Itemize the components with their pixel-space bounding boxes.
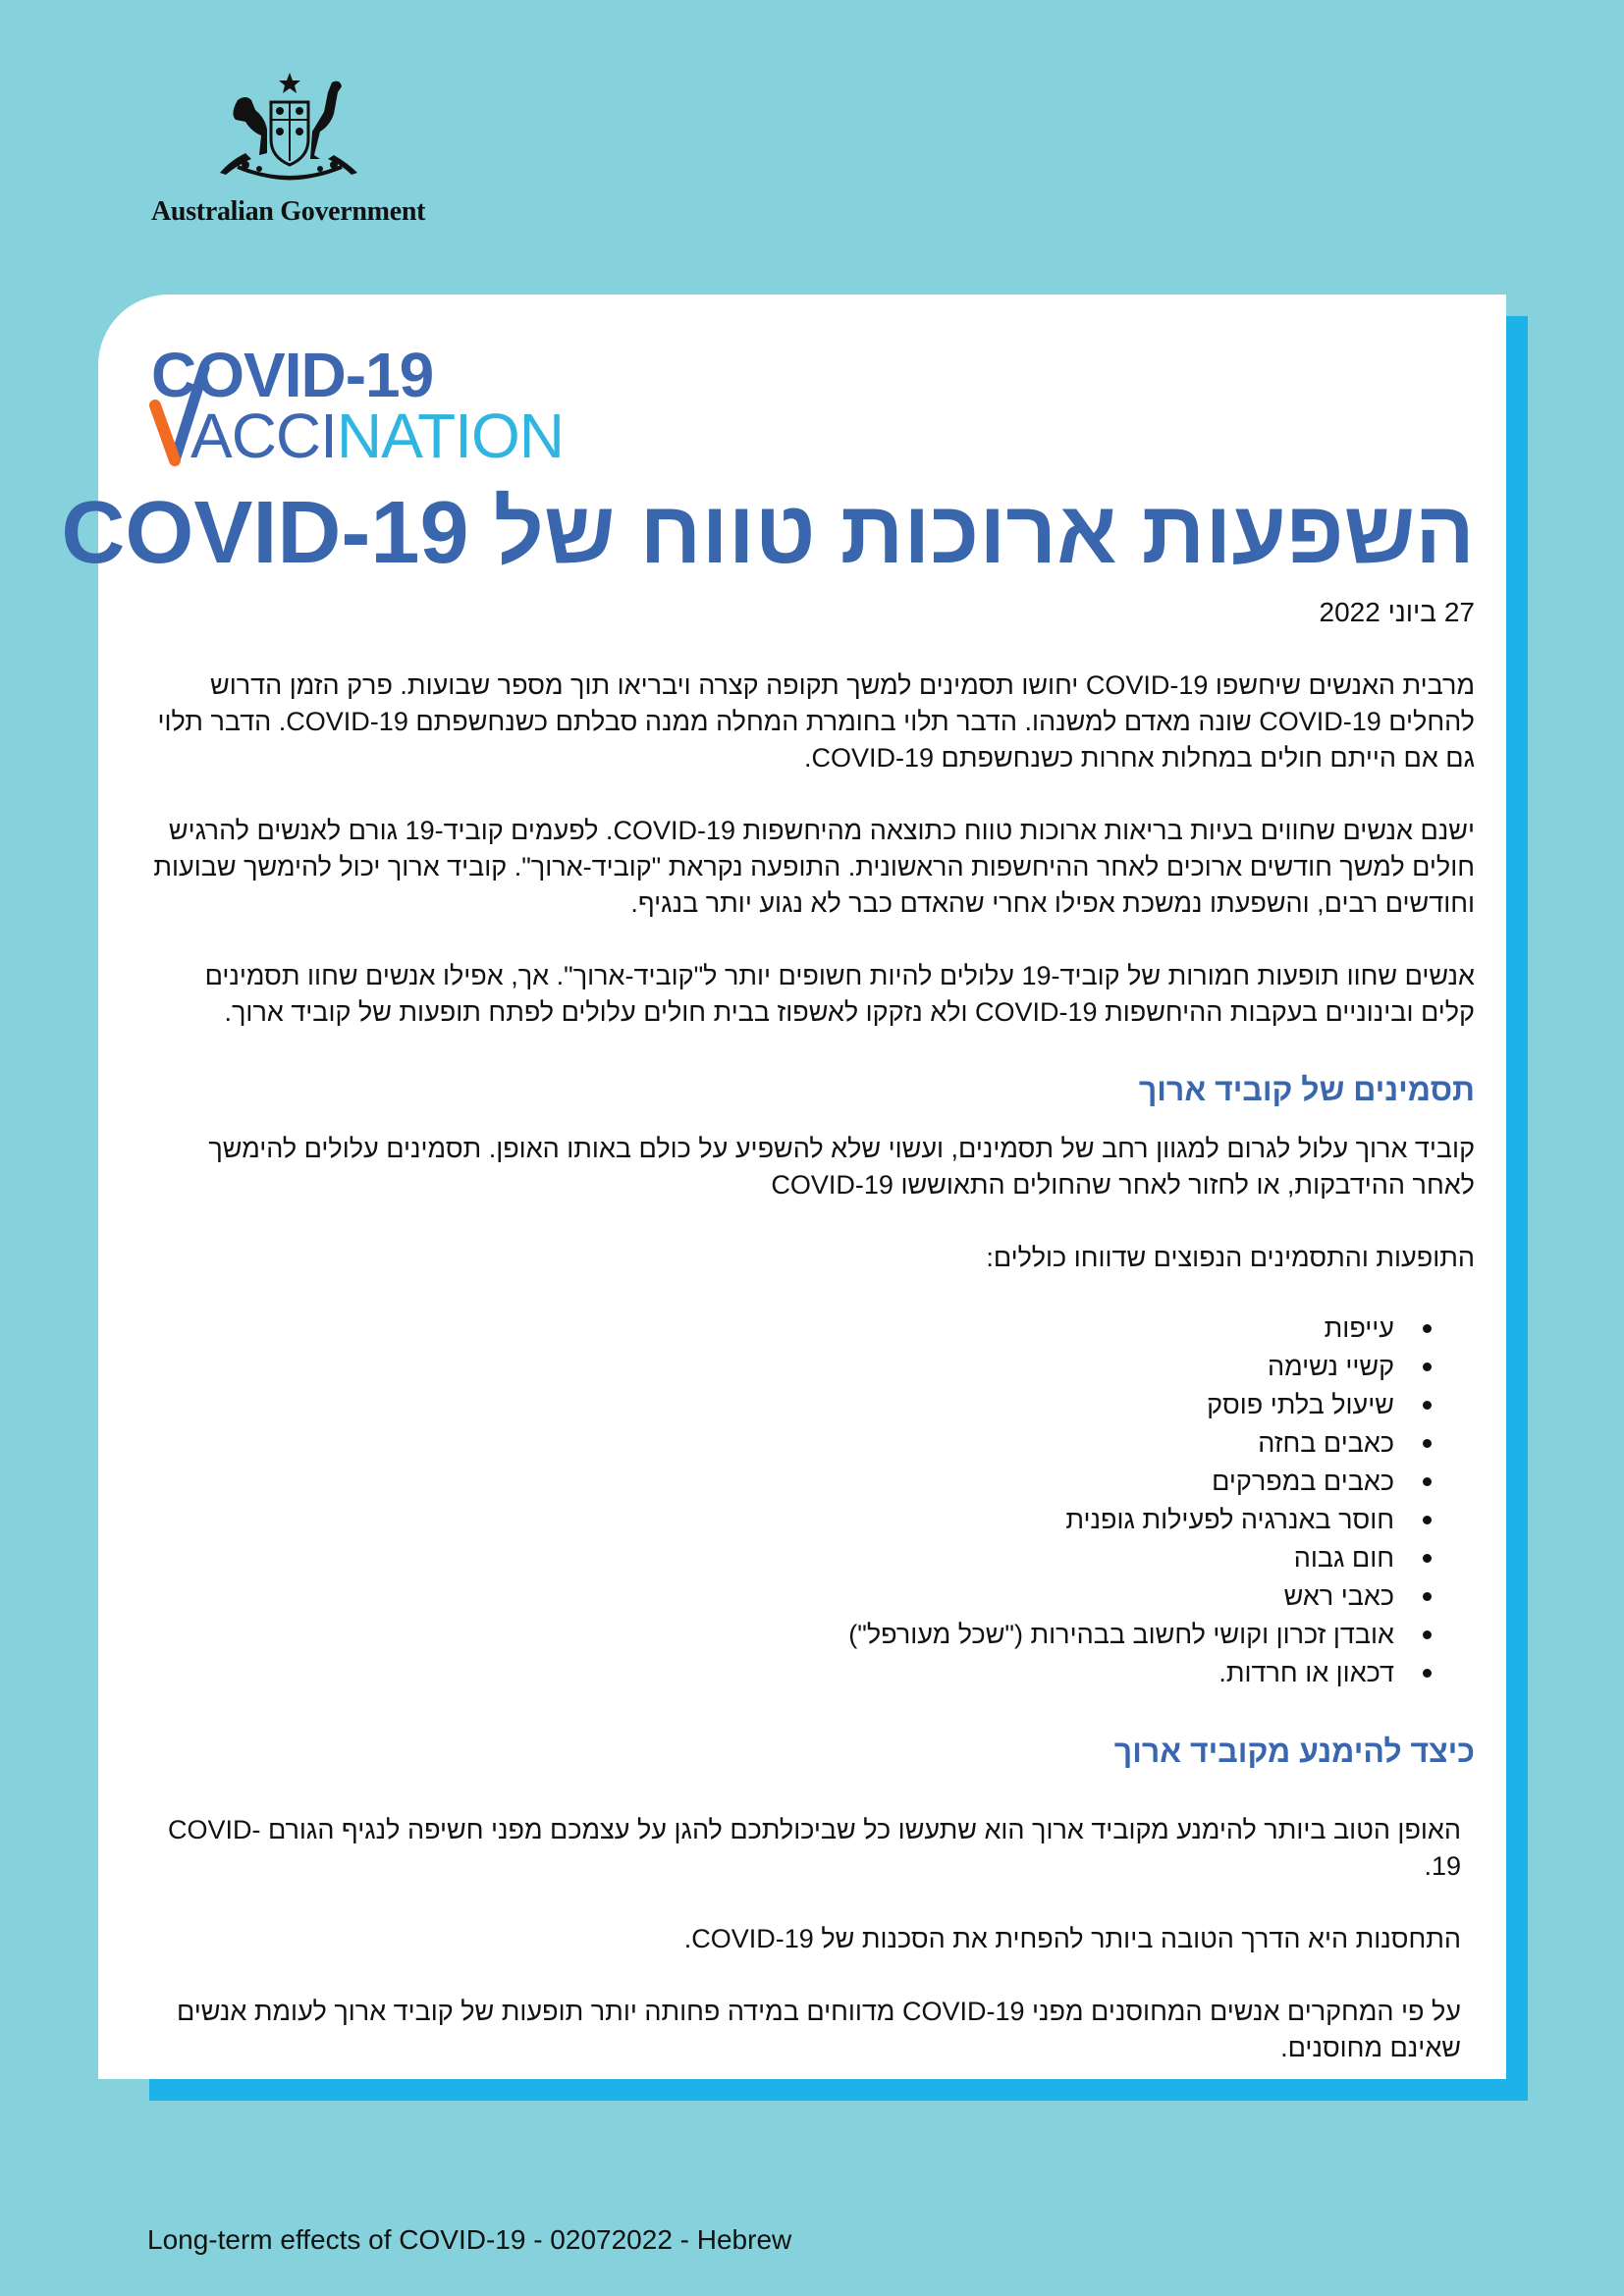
symptoms-list (147, 1309, 1475, 1692)
prevent-paragraph-2: התחסנות היא הדרך הטובה ביותר להפחית את הסכנות של COVID-19. (683, 1924, 1461, 1953)
prevent-paragraph-3: על פי המחקרים אנשים המחוסנים מפני COVID-19 מדווחים במידה פחותה יותר תופעות של קוביד ארוך לעומת אנשים שאינם מחוסנים. (176, 1997, 1461, 2062)
logo-vaccination-blue: ACCI (190, 400, 337, 471)
logo-vaccination-cyan: NATION (336, 400, 564, 471)
government-name: Australian Government (151, 196, 426, 227)
australian-government-logo (147, 71, 461, 238)
logo-line-covid: COVID-19 (151, 340, 434, 410)
symptoms-paragraph: קוביד ארוך עלול לגרום למגוון רחב של תסמינים, ועשוי שלא להשפיע על כולם באותו האופן. תסמינים עלולים להימשך לאחר ההידבקות, או לחזור לאחר שהחולים התאוששו COVID-19 (208, 1134, 1475, 1200)
section-heading-symptoms: תסמינים של קוביד ארוך (1138, 1072, 1475, 1107)
list-item: עייפות (147, 1309, 1426, 1348)
intro-paragraph-3: אנשים שחוו תופעות חמורות של קוביד-19 עלולים להיות חשופים יותר ל"קוביד-ארוך". אך, אפילו אנשים שחוו תסמינים קלים ובינוניים בעקבות ההיחשפות COVID-19 ולא נזקקו לאשפוז בבית חולים עלולים לפתח תופעות של קוביד ארוך. (204, 961, 1475, 1027)
section-heading-prevent: כיצד להימנע מקוביד ארוך (1113, 1734, 1475, 1769)
list-item: שיעול בלתי פוסק (147, 1386, 1426, 1424)
list-item: דכאון או חרדות. (147, 1654, 1426, 1692)
prevent-section (147, 1812, 1475, 2066)
list-item: אובדן זכרון וקושי לחשוב בבהירות ("שכל מעורפל") (147, 1616, 1426, 1654)
list-item: כאבים במפרקים (147, 1463, 1426, 1501)
intro-paragraph-1: מרבית האנשים שיחשפו COVID-19 יחושו תסמינים למשך תקופה קצרה ויבריאו תוך מספר שבועות. פרק הזמן הדרוש להחלים COVID-19 שונה מאדם למשנהו. הדבר תלוי בחומרת המחלה ממנה סבלתם כשנחשפתם COVID-19. הדבר תלוי גם אם הייתם חולים במחלות אחרות כשנחשפתם COVID-19. (157, 670, 1475, 773)
covid-vaccination-logo (147, 339, 599, 471)
document-date: 27 ביוני 2022 (1319, 597, 1475, 627)
prevent-paragraph-1: האופן הטוב ביותר להימנע מקוביד ארוך הוא שתעשו כל שביכולתכם להגן על עצמכם מפני חשיפה לנגיף הגורם COVID-19. (167, 1815, 1461, 1881)
list-item: כאבים בחזה (147, 1424, 1426, 1463)
intro-paragraph-2: ישנם אנשים שחווים בעיות בריאות ארוכות טווח כתוצאה מהיחשפות COVID-19. לפעמים קוביד-19 גורם לאנשים להרגיש חולים למשך חודשים ארוכים לאחר ההיחשפות הראשונית. התופעה נקראת "קוביד-ארוך". קוביד ארוך יכול להימשך שבועות וחודשים רבים, והשפעתו נמשכת אפילו אחרי שהאדם כבר לא נגוע יותר בנגיף. (153, 816, 1475, 918)
list-item: חוסר באנרגיה לפעילות גופנית (147, 1501, 1426, 1539)
symptoms-list-intro: התופעות והתסמינים הנפוצים שדווחו כוללים: (986, 1243, 1475, 1272)
checkmark-icon (149, 366, 210, 468)
footer-text: Long-term effects of COVID-19 - 02072022 - Hebrew (147, 2224, 792, 2255)
page-title: השפעות ארוכות טווח של COVID-19 (61, 484, 1475, 582)
document-body (61, 481, 1475, 2066)
list-item: חום גבוה (147, 1539, 1426, 1577)
coat-of-arms-icon (216, 71, 363, 187)
list-item: קשיי נשימה (147, 1348, 1426, 1386)
list-item: כאבי ראש (147, 1577, 1426, 1616)
